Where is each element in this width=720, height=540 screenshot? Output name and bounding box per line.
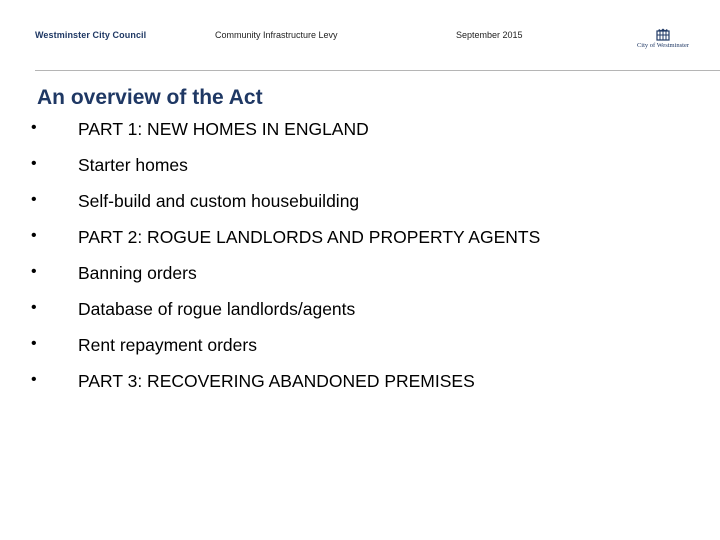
bullet-item [0,220,720,256]
bullet-text: PART 1: NEW HOMES IN ENGLAND [78,119,369,139]
bullet-icon: • [31,119,37,136]
bullet-item [0,148,720,184]
bullet-text: Database of rogue landlords/agents [78,299,356,319]
council-name: Westminster City Council [35,30,147,40]
bullet-icon: • [31,299,37,316]
logo-text: City of Westminster [636,42,690,49]
bullet-icon: • [31,263,37,280]
city-logo [628,28,698,54]
slide-header [0,0,720,70]
bullet-item [0,184,720,220]
bullet-item [0,328,720,364]
bullet-item [0,364,720,400]
bullet-icon: • [31,191,37,208]
bullet-icon: • [31,155,37,172]
slide-title: An overview of the Act [37,86,263,109]
bullet-icon: • [31,227,37,244]
bullet-list [0,112,720,400]
header-divider [35,70,720,71]
bullet-item [0,256,720,292]
bullet-text: Starter homes [78,155,188,175]
bullet-icon: • [31,371,37,388]
bullet-text: Banning orders [78,263,197,283]
bullet-item [0,292,720,328]
bullet-text: PART 3: RECOVERING ABANDONED PREMISES [78,371,475,391]
bullet-item [0,112,720,148]
portcullis-crest-icon [656,28,670,41]
bullet-text: PART 2: ROGUE LANDLORDS AND PROPERTY AGENTS [78,227,541,247]
bullet-text: Self-build and custom housebuilding [78,191,360,211]
bullet-icon: • [31,335,37,352]
document-title: Community Infrastructure Levy [215,30,338,40]
bullet-text: Rent repayment orders [78,335,257,355]
document-date: September 2015 [456,30,523,40]
